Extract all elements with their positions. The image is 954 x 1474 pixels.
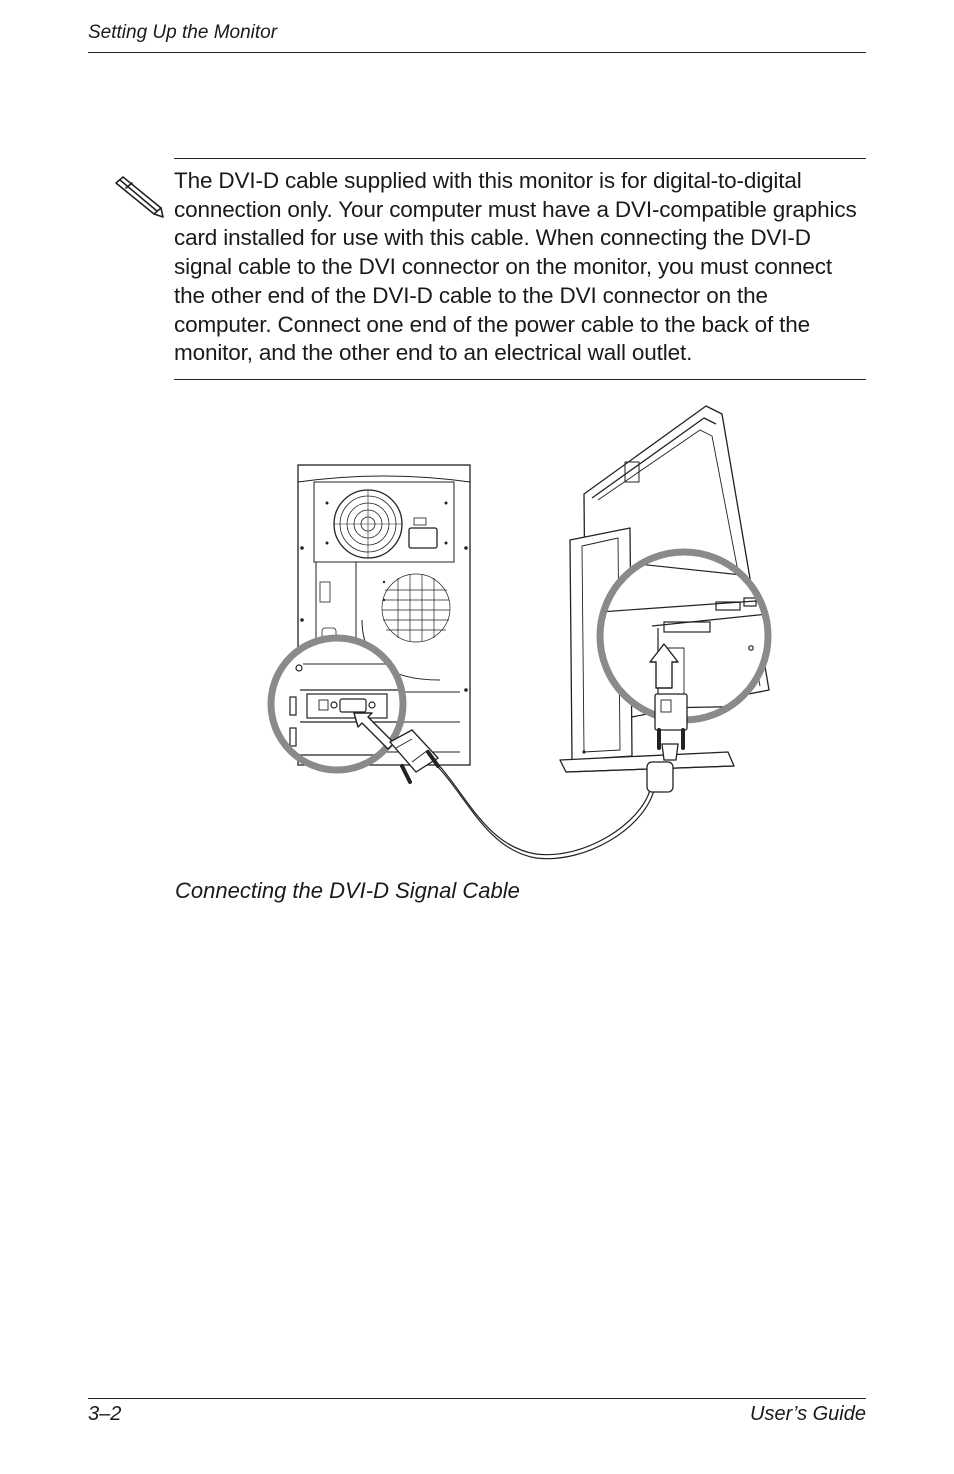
dvi-connection-illustration xyxy=(262,404,778,862)
note-text: The DVI-D cable supplied with this monitor is for digital-to-digital connection only. Your computer must have a DVI-compatible graphics card installed for use with this cable. When connecting the DVI-D signal cable to the DVI connector on the monitor, you must connect the other end of the DVI-D cable to the DVI connector on the computer. Connect one end of the power cable to the back of the monitor, and the other end to an electrical wall outlet. xyxy=(174,168,857,366)
page-number: 3–2 xyxy=(88,1403,122,1425)
pencil-note-icon xyxy=(113,174,165,218)
header-rule xyxy=(88,52,866,53)
running-head: Setting Up the Monitor xyxy=(88,22,278,43)
note-rule-top xyxy=(174,158,866,159)
guide-name: User’s Guide xyxy=(750,1403,866,1425)
figure-caption: Connecting the DVI-D Signal Cable xyxy=(175,878,520,903)
footer-rule xyxy=(88,1398,866,1399)
note-rule-bottom xyxy=(174,379,866,380)
dvi-cable xyxy=(436,762,650,855)
